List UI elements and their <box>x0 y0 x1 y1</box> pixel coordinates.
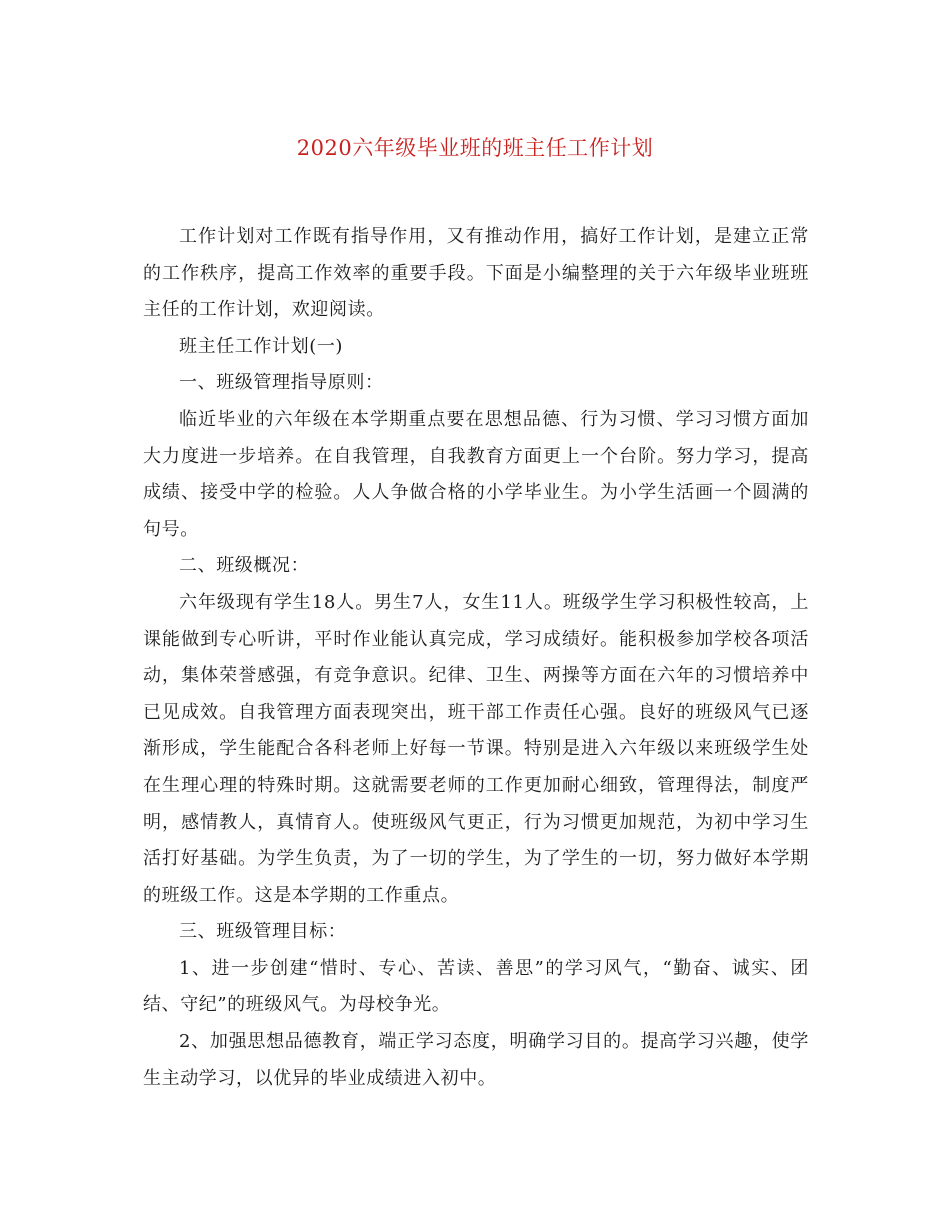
section-heading-goals: 三、班级管理目标： <box>179 921 347 943</box>
section-heading-overview: 二、班级概况： <box>179 555 310 577</box>
section-heading-principles: 一、班级管理指导原则： <box>179 372 384 394</box>
document-body <box>143 219 809 1097</box>
overview-paragraph: 六年级现有学生18人。男生7人，女生11人。班级学生学习积极性较高，上课能做到专心听讲，平时作业能认真完成，学习成绩好。能积极参加学校各项活动，集体荣誉感强，有竞争意识。纪律、卫生、两操等方面在六年的习惯培养中已见成效。自我管理方面表现突出，班干部工作责任心强。良好的班级风气已逐渐形成，学生能配合各科老师上好每一节课。特别是进入六年级以来班级学生处在生理心理的特殊时期。这就需要老师的工作更加耐心细致，管理得法，制度严明，感情教人，真情育人。使班级风气更正，行为习惯更加规范，为初中学习生活打好基础。为学生负责，为了一切的学生，为了学生的一切，努力做好本学期的班级工作。这是本学期的工作重点。 <box>143 591 809 906</box>
plan-heading: 班主任工作计划(一) <box>179 335 344 357</box>
goal-item-1: 1、进一步创建“惜时、专心、苦读、善思”的学习风气，“勤奋、诚实、团结、守纪”的班级风气。为母校争光。 <box>143 957 809 1016</box>
goal-item-2: 2、加强思想品德教育，端正学习态度，明确学习目的。提高学习兴趣，使学生主动学习，以优异的毕业成绩进入初中。 <box>143 1031 809 1089</box>
principles-paragraph: 临近毕业的六年级在本学期重点要在思想品德、行为习惯、学习习惯方面加大力度进一步培养。在自我管理，自我教育方面更上一个台阶。努力学习，提高成绩、接受中学的检验。人人争做合格的小学毕业生。为小学生活画一个圆满的句号。 <box>143 408 809 540</box>
document-title: 2020六年级毕业班的班主任工作计划 <box>296 136 654 160</box>
intro-paragraph: 工作计划对工作既有指导作用，又有推动作用，搞好工作计划，是建立正常的工作秩序，提高工作效率的重要手段。下面是小编整理的关于六年级毕业班班主任的工作计划，欢迎阅读。 <box>143 226 809 321</box>
